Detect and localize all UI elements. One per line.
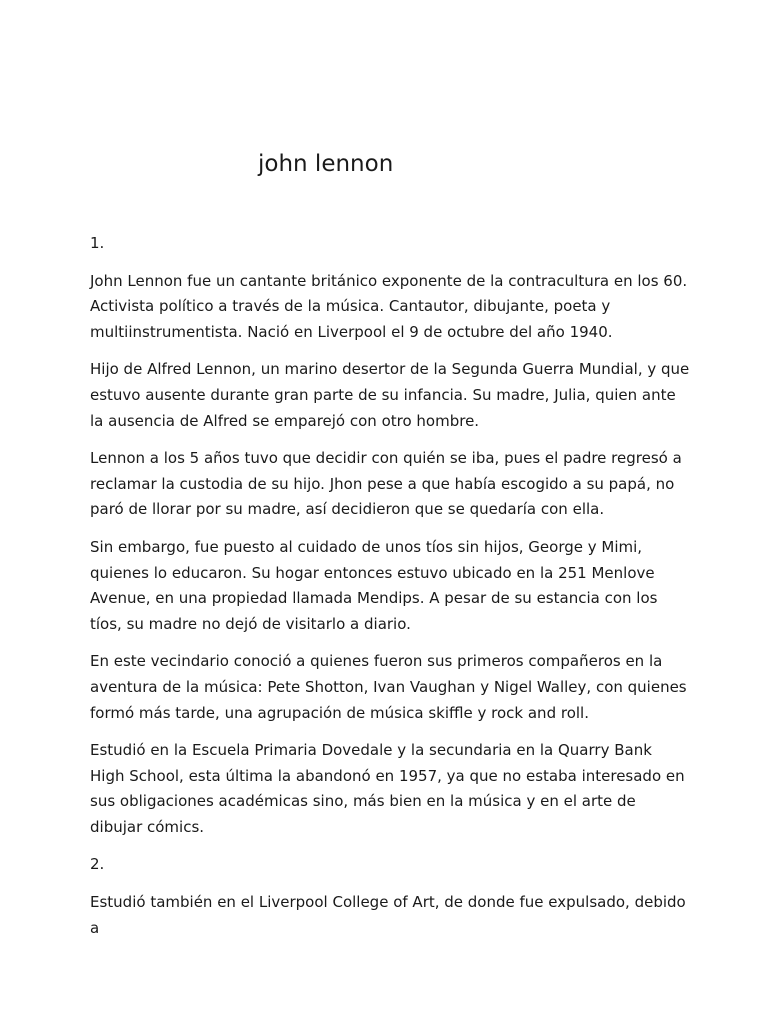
paragraph: John Lennon fue un cantante británico exponente de la contracultura en los 60. Activista político a través de la música. Cantautor, dibujante, poeta y multiinstrumentista. Nació en Liverpool el 9 de octubre del año 1940.: [90, 271, 688, 341]
section-number: 2.: [90, 855, 105, 874]
paragraph: Hijo de Alfred Lennon, un marino desertor de la Segunda Guerra Mundial, y que estuvo ausente durante gran parte de su infancia. Su madre, Julia, quien ante la ausencia de Alfred se emparejó con otro hombre.: [90, 360, 690, 430]
paragraph: Sin embargo, fue puesto al cuidado de unos tíos sin hijos, George y Mimi, quienes lo educaron. Su hogar entonces estuvo ubicado en la 251 Menlove Avenue, en una propiedad llamada Mendips. A pesar de su estancia con los tíos, su madre no dejó de visitarlo a diario.: [90, 537, 658, 633]
paragraph: Lennon a los 5 años tuvo que decidir con quién se iba, pues el padre regresó a reclamar la custodia de su hijo. Jhon pese a que había escogido a su papá, no paró de llorar por su madre, así decidieron que se quedaría con ella.: [90, 449, 682, 519]
paragraph: Estudió también en el Liverpool College of Art, de donde fue expulsado, debido a: [90, 893, 686, 937]
paragraph: En este vecindario conoció a quienes fueron sus primeros compañeros en la aventura de la música: Pete Shotton, Ivan Vaughan y Nigel Walley, con quienes formó más tarde, una agrupación de música skiffle y rock and roll.: [90, 652, 687, 722]
section-number: 1.: [90, 234, 105, 252]
paragraph: Estudió en la Escuela Primaria Dovedale y la secundaria en la Quarry Bank High School, esta última la abandonó en 1957, ya que no estaba interesado en sus obligaciones académicas sino, más bien en la música y en el arte de dibujar cómics.: [90, 741, 685, 836]
document-title: john lennon: [258, 151, 394, 177]
document-body: [90, 231, 690, 953]
